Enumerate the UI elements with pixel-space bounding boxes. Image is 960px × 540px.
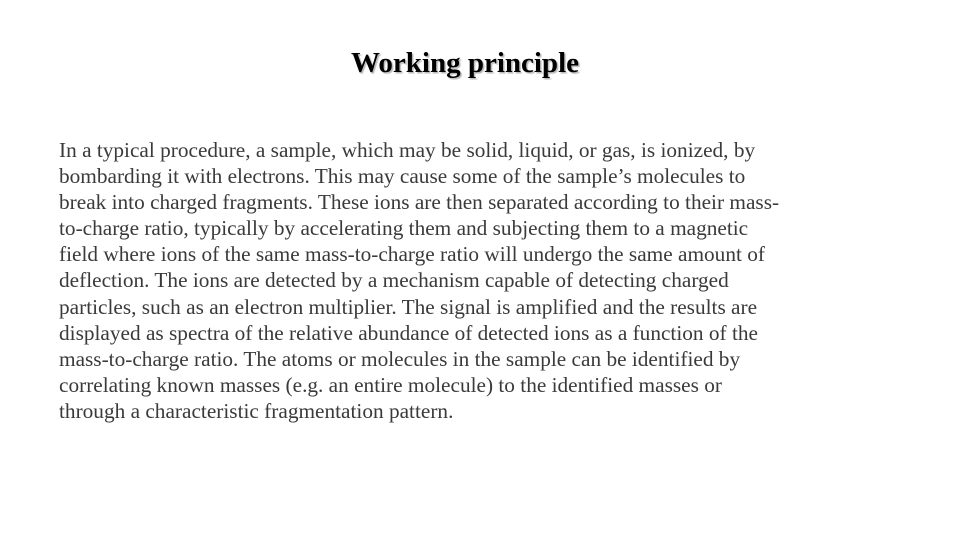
body-line: displayed as spectra of the relative abundance of detected ions as a function of the [59, 320, 758, 345]
body-line: particles, such as an electron multiplier. The signal is amplified and the results are [59, 294, 758, 319]
body-line: correlating known masses (e.g. an entire molecule) to the identified masses or [59, 372, 722, 397]
body-line: to-charge ratio, typically by accelerating them and subjecting them to a magnetic [59, 216, 749, 241]
body-line: deflection. The ions are detected by a mechanism capable of detecting charged [59, 268, 729, 293]
slide-title: Working principle [350, 47, 579, 79]
body-line: break into charged fragments. These ions are then separated according to their mass- [59, 190, 780, 215]
body-line: In a typical procedure, a sample, which may be solid, liquid, or gas, is ionized, by [59, 138, 756, 162]
body-line: field where ions of the same mass-to-charge ratio will undergo the same amount of [59, 242, 765, 267]
body-line: bombarding it with electrons. This may cause some of the sample’s molecules to [59, 164, 746, 189]
body-line: through a characteristic fragmentation pattern. [59, 398, 454, 423]
body-line: mass-to-charge ratio. The atoms or molecules in the sample can be identified by [59, 346, 741, 371]
slide-body-text [59, 137, 859, 424]
